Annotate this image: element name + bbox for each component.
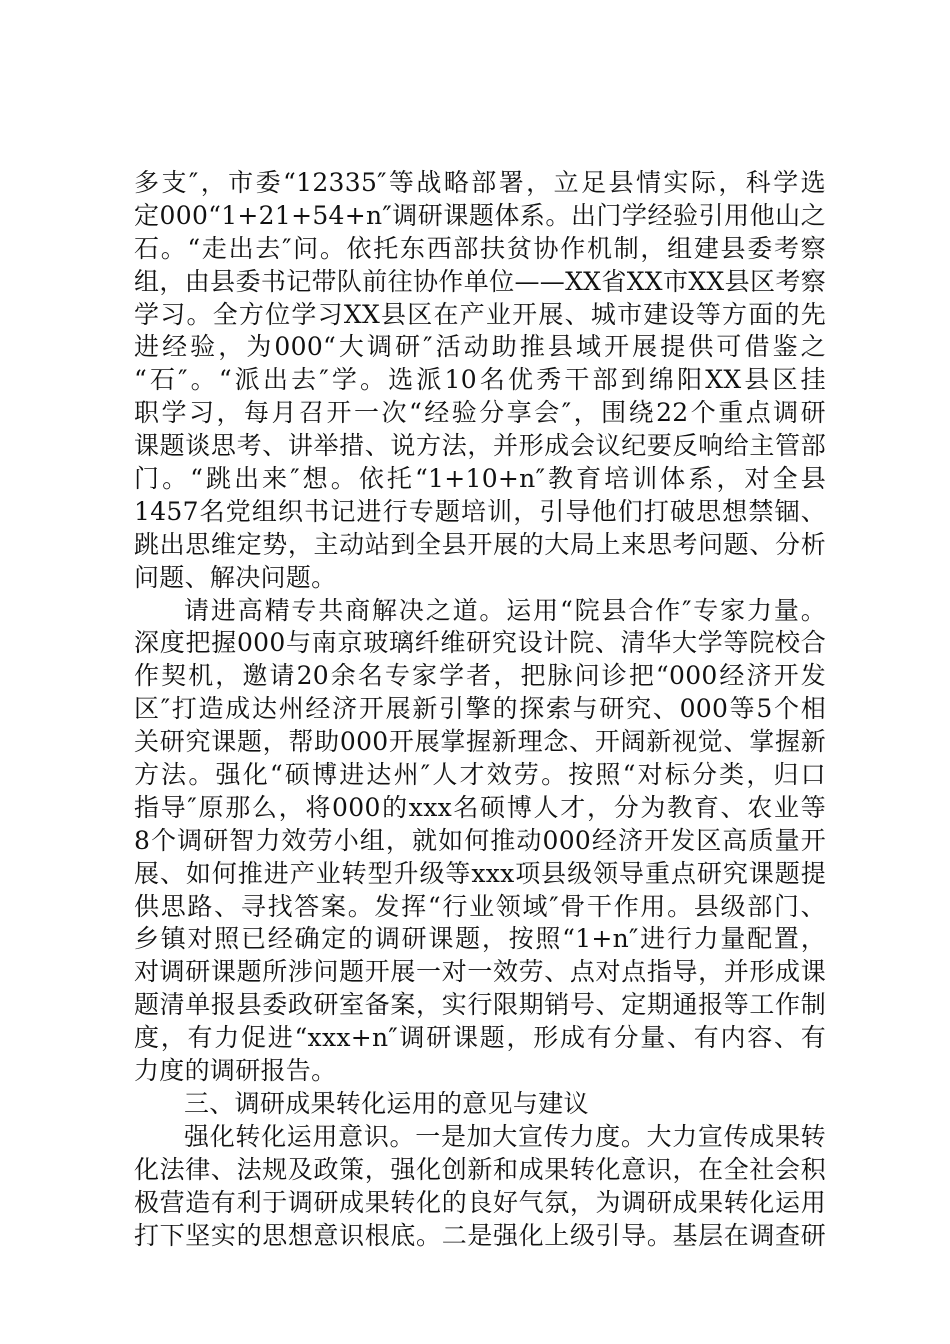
document-body: [134, 167, 826, 1252]
paragraph-line: 乡镇对照已经确定的调研课题，按照“1+n″进行力量配置，: [134, 924, 826, 954]
paragraph-line: 1457名党组织书记进行专题培训，引导他们打破思想禁锢、: [134, 496, 826, 526]
paragraph-line: 跳出思维定势，主动站到全县开展的大局上来思考问题、分析: [134, 529, 826, 559]
paragraph-line: 作契机，邀请20余名专家学者，把脉问诊把“000经济开发: [134, 661, 826, 691]
paragraph-line: 门。“跳出来″想。依托“1+10+n″教育培训体系，对全县: [134, 464, 826, 494]
paragraph-line: 8个调研智力效劳小组，就如何推动000经济开发区高质量开: [134, 825, 826, 855]
paragraph-line: 学习。全方位学习XX县区在产业开展、城市建设等方面的先: [134, 299, 826, 329]
paragraph-line: 题清单报县委政研室备案，实行限期销号、定期通报等工作制: [134, 990, 826, 1020]
paragraph-1: [134, 167, 826, 595]
paragraph-line: 指导″原那么，将000的xxx名硕博人才，分为教育、农业等: [134, 792, 826, 822]
paragraph-line: 多支″，市委“12335″等战略部署，立足县情实际，科学选: [134, 168, 826, 197]
paragraph-line: 组，由县委书记带队前往协作单位——XX省XX市XX县区考察: [134, 266, 826, 296]
paragraph-line: 打下坚实的思想意识根底。二是强化上级引导。基层在调查研: [134, 1220, 826, 1250]
paragraph-line: 问题、解决问题。: [134, 562, 337, 592]
paragraph-line: 石。“走出去″问。依托东西部扶贫协作机制，组建县委考察: [134, 233, 826, 263]
heading-3: 三、调研成果转化运用的意见与建议: [184, 1088, 589, 1118]
paragraph-2: [134, 595, 826, 1088]
paragraph-line: 展、如何推进产业转型升级等xxx项县级领导重点研究课题提: [134, 858, 826, 888]
paragraph-line: 力度的调研报告。: [134, 1056, 337, 1086]
paragraph-line: 关研究课题，帮助000开展掌握新理念、开阔新视觉、掌握新: [134, 727, 826, 757]
paragraph-line: 请进高精专共商解决之道。运用“院县合作″专家力量。: [184, 595, 826, 625]
paragraph-line: 进经验，为000“大调研″活动助推县域开展提供可借鉴之: [134, 332, 826, 362]
paragraph-line: “石″。“派出去″学。选派10名优秀干部到绵阳XX县区挂: [134, 365, 826, 395]
paragraph-line: 强化转化运用意识。一是加大宣传力度。大力宣传成果转: [184, 1121, 826, 1151]
paragraph-line: 深度把握000与南京玻璃纤维研究设计院、清华大学等院校合: [134, 628, 826, 658]
paragraph-line: 区″打造成达州经济开展新引擎的探索与研究、000等5个相: [134, 694, 826, 724]
paragraph-line: 供思路、寻找答案。发挥“行业领域″骨干作用。县级部门、: [134, 891, 826, 921]
paragraph-line: 定000“1+21+54+n″调研课题体系。出门学经验引用他山之: [134, 200, 826, 230]
section-heading: [134, 1088, 826, 1121]
paragraph-line: 化法律、法规及政策，强化创新和成果转化意识，在全社会积: [134, 1154, 826, 1184]
paragraph-line: 对调研课题所涉问题开展一对一效劳、点对点指导，并形成课: [134, 957, 826, 987]
paragraph-line: 度，有力促进“xxx+n″调研课题，形成有分量、有内容、有: [134, 1023, 826, 1053]
paragraph-3: [134, 1121, 826, 1253]
paragraph-line: 职学习，每月召开一次“经验分享会″，围绕22个重点调研: [134, 398, 826, 428]
paragraph-line: 方法。强化“硕博进达州″人才效劳。按照“对标分类，归口: [134, 760, 826, 790]
paragraph-line: 课题谈思考、讲举措、说方法，并形成会议纪要反响给主管部: [134, 431, 826, 461]
paragraph-line: 极营造有利于调研成果转化的良好气氛，为调研成果转化运用: [134, 1187, 826, 1217]
